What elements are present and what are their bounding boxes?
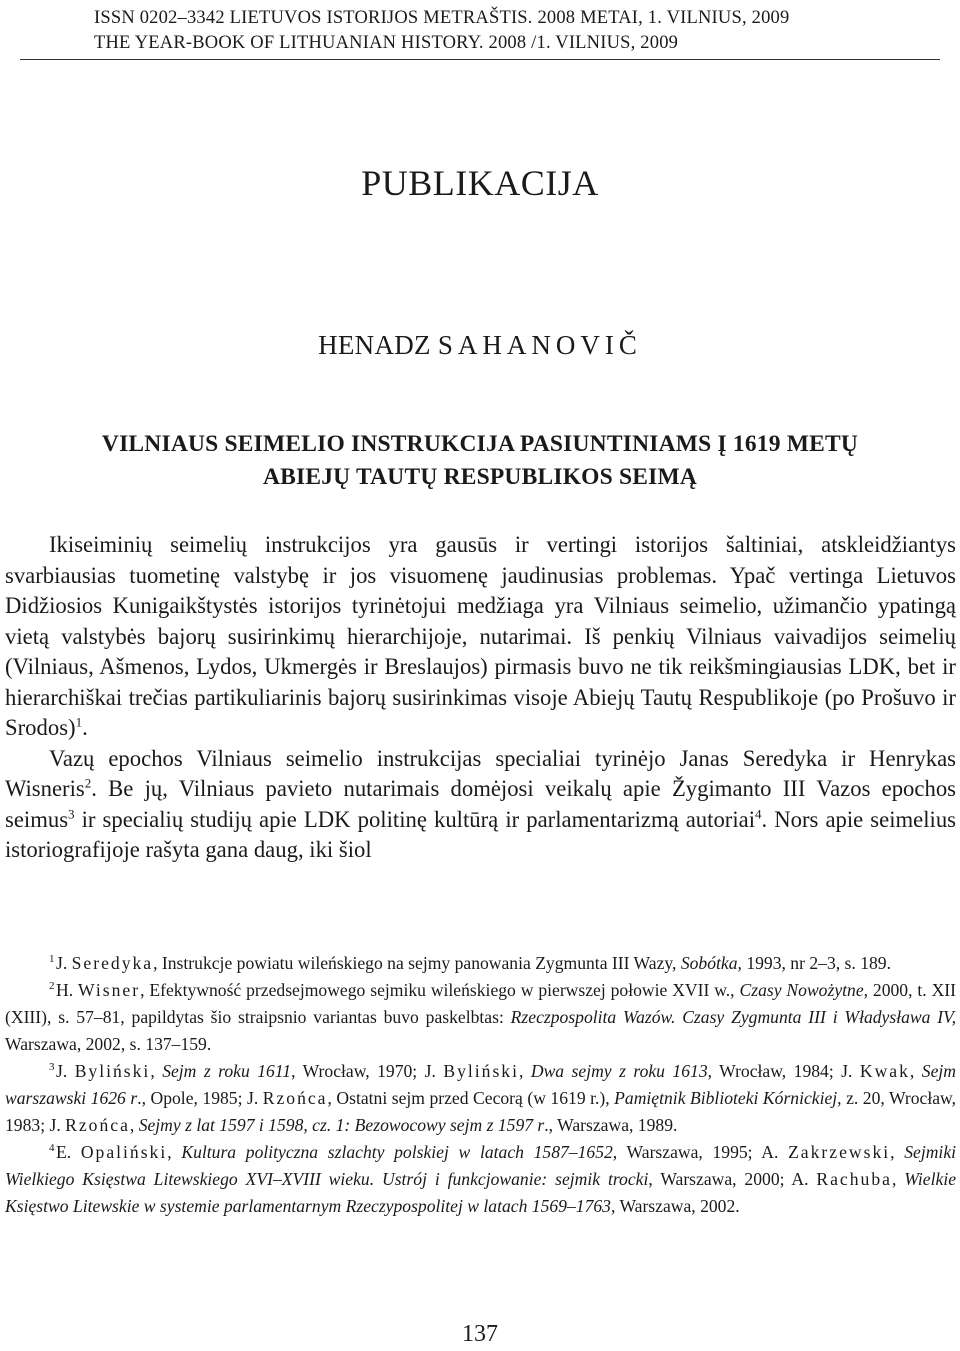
footnote-ref-3[interactable]: 3 <box>68 805 75 821</box>
footnote-text: J. <box>55 953 72 973</box>
book-title: Rzeczpospolita Wazów. Czasy Zygmunta III i Władysława IV, <box>510 1007 956 1027</box>
footnotes <box>5 950 956 1220</box>
footnote-text: , Instrukcje powiatu wileńskiego na sejmy panowania Zygmunta III Wazy, <box>153 953 681 973</box>
author-name <box>0 330 960 361</box>
footnote-text: J. <box>55 1061 75 1081</box>
book-title: Wielkie Księstwo Litewskie w systemie parlamentarnym Rzeczypospolitej w latach 1569–1763 <box>5 1169 957 1216</box>
paragraph-1 <box>5 530 956 744</box>
footnote-text: , <box>891 1169 905 1189</box>
footnote-text: , Ostatni sejm przed Cecorą (w 1619 r.), <box>327 1088 615 1108</box>
running-header <box>94 6 894 56</box>
footnote-text: ., Opole, 1985; J. <box>137 1088 263 1108</box>
header-line-1: ISSN 0202–3342 LIETUVOS ISTORIJOS METRAŠTIS. 2008 METAI, 1. VILNIUS, 2009 <box>94 8 790 28</box>
paragraph-text: . Nors apie seimelius istoriografijoje rašyta gana daug, iki šiol <box>5 806 956 862</box>
journal-title: Pamiętnik Biblioteki Kórnickiej, <box>614 1088 842 1108</box>
footnote-1 <box>5 950 956 977</box>
article-title-line-2: ABIEJŲ TAUTŲ RESPUBLIKOS SEIMĄ <box>262 464 698 490</box>
footnote-4 <box>5 1139 956 1220</box>
footnote-text: , Wrocław, 1970; J. <box>291 1061 444 1081</box>
body-text <box>5 530 956 866</box>
footnote-text: , Wrocław, 1984; J. <box>707 1061 860 1081</box>
book-title: Sejmy z lat 1597 i 1598, cz. 1: Bezowocowy sejm z 1597 r <box>138 1115 545 1135</box>
paragraph-text: Ikiseiminių seimelių instrukcijos yra gausūs ir vertingi istorijos šaltiniai, atskleidžiantys svarbiausias tuometinę valstybę ir jos visuomenę jaudinusias problemas. Ypač vertinga Lietuvos Didžiosios Kunigaikštystės istorijos tyrinėtojui medžiaga yra Vilniaus seimelio, užimančio ypatingą vietą valstybės bajorų susirinkimų hierarchijoje, nutarimai. Iš penkių Vilniaus vaivadijos seimelių (Vilniaus, Ašmenos, Lydos, Ukmergės ir Breslaujos) pirmasis buvo ne tik reikšmingiausias LDK, bet ir hierarchiškai trečias partikuliarinis bajorų susirinkimas visoje Abiejų Tautų Respublikoje (po Prošuvo ir Srodos) <box>5 532 956 740</box>
header-line-2: THE YEAR-BOOK OF LITHUANIAN HISTORY. 2008 /1. VILNIUS, 2009 <box>94 33 679 53</box>
footnote-text: 1993, nr 2–3, s. 189. <box>741 953 891 973</box>
footnote-number: 3 <box>49 1061 55 1074</box>
book-title: Sejmiki Wielkiego Księstwa Litewskiego XVI–XVIII wieku. Ustrój i funkcjowanie: sejmik trocki <box>5 1142 957 1189</box>
author-surname-spaced: Opaliński <box>80 1142 168 1162</box>
article-title <box>0 428 960 494</box>
author-surname-spaced: Byliński <box>74 1061 151 1081</box>
footnote-text: E. <box>55 1142 81 1162</box>
paragraph-text: Vazų epochos Vilniaus seimelio instrukcijas specialiai tyrinėjo Janas Seredyka ir Henrykas Wisneris <box>5 745 956 801</box>
footnote-2 <box>5 977 956 1058</box>
journal-title: Czasy Nowożytne, <box>739 980 869 1000</box>
footnote-text: ., Warszawa, 1989. <box>544 1115 678 1135</box>
footnote-text: , <box>129 1115 139 1135</box>
article-title-line-1: VILNIAUS SEIMELIO INSTRUKCIJA PASIUNTINIAMS Į 1619 METŲ <box>101 431 859 457</box>
footnote-text: , Warszawa, 1995; A. <box>612 1142 789 1162</box>
footnote-text: H. <box>55 980 78 1000</box>
book-title: Kultura polityczna szlachty polskiej w latach 1587–1652 <box>181 1142 613 1162</box>
paragraph-text: ir specialių studijų apie LDK politinę kultūrą ir parlamentarizmą autoriai <box>74 806 756 832</box>
footnote-number: 2 <box>49 980 55 993</box>
author-surname-spaced: Kwak <box>859 1061 910 1081</box>
author-given-name: HENADZ <box>318 330 431 360</box>
footnote-ref-1[interactable]: 1 <box>75 714 83 730</box>
footnote-text: , <box>909 1061 922 1081</box>
author-surname: SAHANOVIČ <box>437 330 642 360</box>
paragraph-text: . <box>82 715 88 740</box>
author-surname-spaced: Rachuba <box>816 1169 892 1189</box>
footnote-text: , Warszawa, 2002. <box>610 1196 740 1216</box>
footnote-text: , <box>167 1142 182 1162</box>
footnote-text: , Efektywność przedsejmowego sejmiku wileńskiego w pierwszej połowie XVII w., <box>140 980 740 1000</box>
footnote-text: Warszawa, 2002, s. 137–159. <box>5 1034 212 1054</box>
author-surname-spaced: Seredyka <box>71 953 154 973</box>
page-number: 137 <box>462 1321 498 1347</box>
book-title: Sejm z roku 1611 <box>162 1061 292 1081</box>
footnote-ref-2[interactable]: 2 <box>84 775 92 791</box>
footnote-text: , <box>890 1142 905 1162</box>
header-rule <box>20 59 940 60</box>
footnote-text: 2000, t. XII (XIII), s. 57–81, papildytas šio straipsnio variantas buvo paskelbtas: <box>5 980 956 1027</box>
footnote-text: , Warszawa, 2000; A. <box>648 1169 817 1189</box>
footnote-text: z. 20, Wrocław, 1983; J. <box>5 1088 956 1135</box>
paragraph-text: . Be jų, Vilniaus pavieto nutarimais domėjosi veikalų apie Žygimanto III Vazos epochos seimus <box>5 776 956 832</box>
author-surname-spaced: Zakrzewski <box>788 1142 891 1162</box>
footnote-text: , <box>519 1061 531 1081</box>
author-surname-spaced: Rzońca <box>262 1088 328 1108</box>
footnote-3 <box>5 1058 956 1139</box>
section-title: PUBLIKACIJA <box>361 163 599 203</box>
footnote-text: , <box>150 1061 163 1081</box>
paragraph-2 <box>5 744 956 866</box>
footnote-number: 4 <box>49 1142 55 1155</box>
author-surname-spaced: Byliński <box>443 1061 519 1081</box>
book-title: Sejm warszawski 1626 r <box>5 1061 956 1108</box>
author-surname-spaced: Wisner <box>77 980 141 1000</box>
author-surname-spaced: Rzońca <box>65 1115 130 1135</box>
journal-title: Sobótka, <box>680 953 742 973</box>
book-title: Dwa sejmy z roku 1613 <box>530 1061 708 1081</box>
footnote-number: 1 <box>49 953 55 966</box>
footnote-ref-4[interactable]: 4 <box>755 805 762 821</box>
